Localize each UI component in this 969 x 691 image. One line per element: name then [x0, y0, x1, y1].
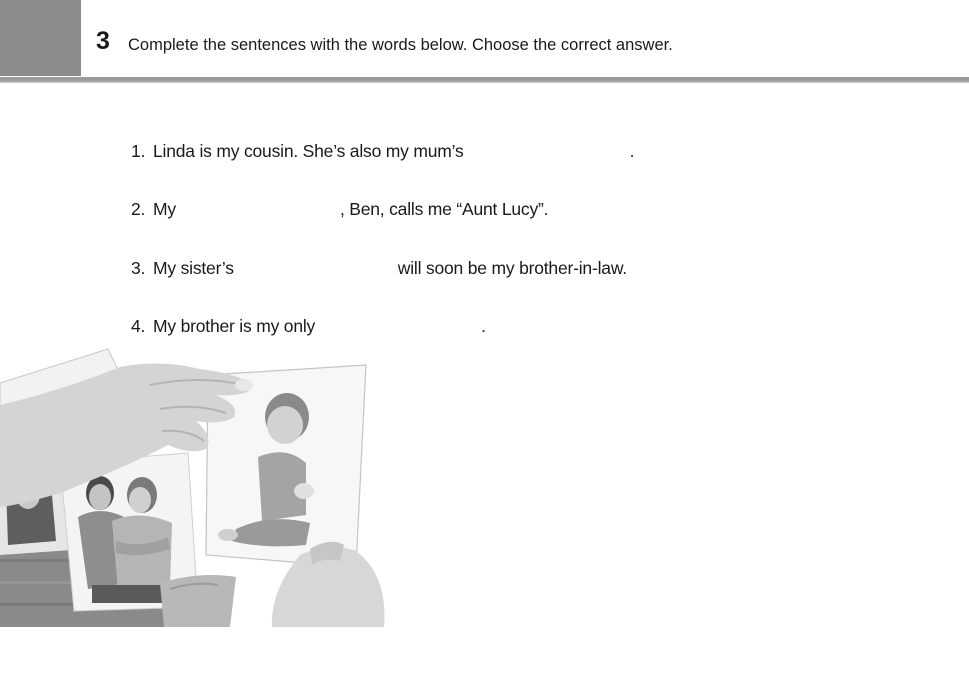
sentence-text-before: My brother is my only — [153, 316, 316, 336]
sentence-2 — [131, 198, 548, 220]
sentence-3 — [131, 257, 627, 279]
sentence-text-before: My — [153, 199, 176, 219]
sentence-1 — [131, 140, 634, 162]
exercise-number: 3 — [96, 27, 110, 55]
exercise-instruction: Complete the sentences with the words below. Choose the correct answer. — [128, 36, 673, 54]
family-photos-in-hands-image — [0, 345, 390, 627]
sentence-text-after: will soon be my brother-in-law. — [397, 258, 627, 278]
header-corner-block — [0, 0, 81, 76]
sentence-4 — [131, 315, 486, 337]
header-divider — [0, 77, 969, 83]
sentence-text-after: . — [629, 141, 635, 161]
sentence-number: 2. — [131, 199, 146, 219]
sentence-text-after: . — [481, 316, 486, 336]
sentence-text-before: My sister’s — [153, 258, 234, 278]
sentence-number: 3. — [131, 258, 146, 278]
sentence-text-after: , Ben, calls me “Aunt Lucy”. — [339, 199, 549, 219]
sentence-number: 1. — [131, 141, 146, 161]
sentence-text-before: Linda is my cousin. She’s also my mum’s — [153, 141, 464, 161]
sentence-number: 4. — [131, 316, 146, 336]
